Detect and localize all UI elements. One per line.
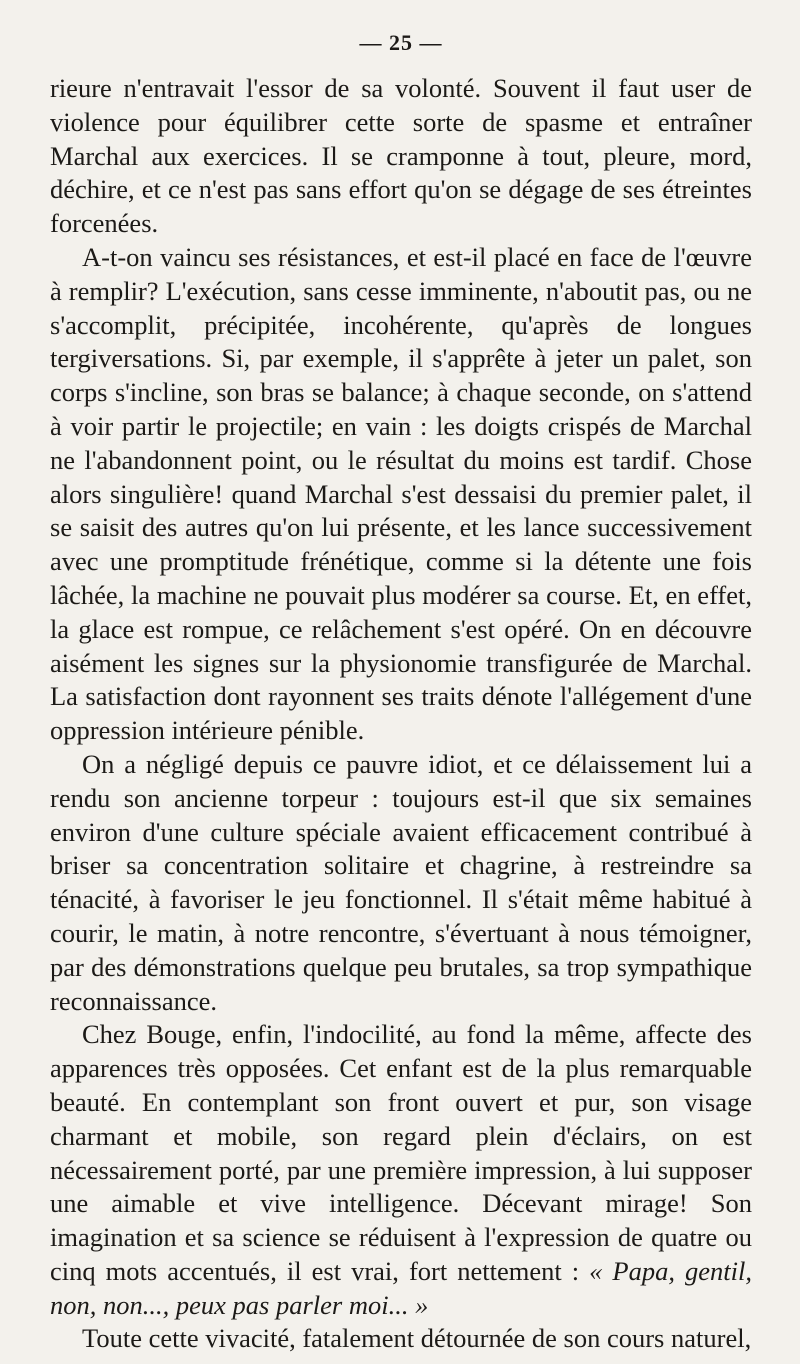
paragraph-5: Toute cette vivacité, fatalement détournée de son cours naturel, — [82, 1323, 752, 1354]
paragraph-3: On a négligé depuis ce pauvre idiot, et ce délaissement lui a rendu son ancienne torpeur : toujours est-il que six semaines environ d'une culture spéciale avaient efficacement contribué à briser sa concentration solitaire et chagrine, à restreindre sa ténacité, à favoriser le jeu fonctionnel. Il s'était même habitué à courir, le matin, à notre rencontre, s'évertuant à nous témoigner, par des démonstrations quelque peu brutales, sa trop sympathique reconnaissance. — [50, 748, 752, 1016]
paragraph-1: rieure n'entravait l'essor de sa volonté. Souvent il faut user de violence pour équilibrer cette sorte de spasme et entraîner Marchal aux exercices. Il se cramponne à tout, pleure, mord, déchire, et ce n'est pas sans effort qu'on se dégage de ses étreintes forcenées. — [50, 73, 752, 239]
page-number: — 25 — — [359, 30, 443, 55]
paragraph-4 — [50, 1018, 752, 1322]
paragraph-2: A-t-on vaincu ses résistances, et est-il placé en face de l'œuvre à remplir? L'exécution, sans cesse imminente, n'aboutit pas, ou ne s'accomplit, précipitée, incohérente, qu'après de longues tergiversations. Si, par exemple, il s'apprête à jeter un palet, son corps s'incline, son bras se balance; à chaque seconde, on s'attend à voir partir le projectile; en vain : les doigts crispés de Marchal ne l'abandonnent point, ou le résultat du moins est tardif. Chose alors singulière! quand Marchal s'est dessaisi du premier palet, il se saisit des autres qu'on lui présente, et les lance successivement avec une promptitude frénétique, comme si la détente une fois lâchée, la machine ne pouvait plus modérer sa course. Et, en effet, la glace est rompue, ce relâchement s'est opéré. On en découvre aisément les signes sur la physionomie transfigurée de Marchal. La satisfaction dont rayonnent ses traits dénote l'allégement d'une oppression intérieure pénible. — [50, 241, 752, 746]
quoted-speech: « Papa, gentil, non, non..., peux pas parler moi... » — [50, 1255, 752, 1320]
body-text — [50, 72, 752, 1356]
paragraph-4-text: Chez Bouge, enfin, l'indocilité, au fond la même, affecte des apparences très opposées. Cet enfant est de la plus remarquable beauté. En contemplant son front ouvert et pur, son visage charmant et mobile, son regard plein d'éclairs, on est nécessairement porté, par une première impression, à lui supposer une aimable et vive intelligence. Décevant mirage! Son imagination et sa science se réduisent à l'expression de quatre ou cinq mots accentués, il est vrai, fort nettement : — [50, 1019, 752, 1286]
